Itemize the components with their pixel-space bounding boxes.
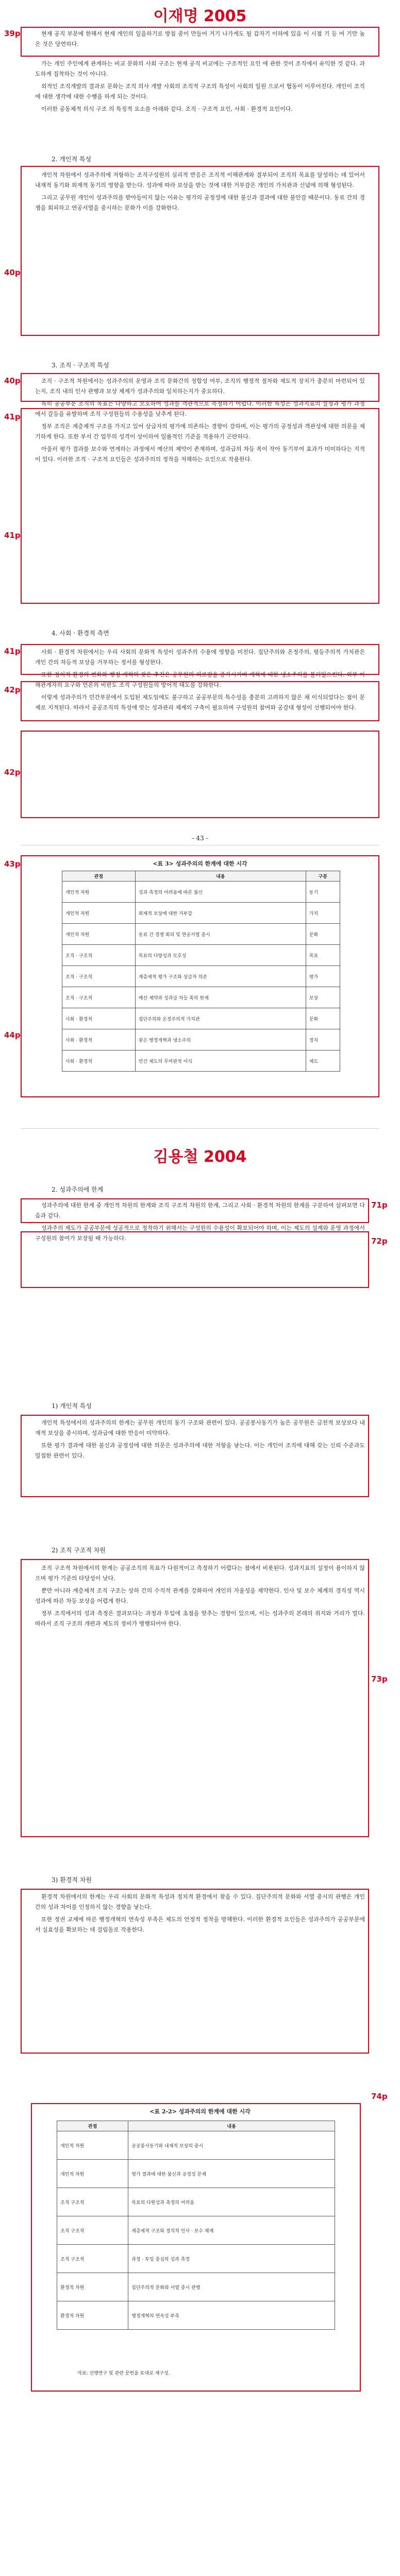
table-header-row: [62, 871, 340, 882]
table-row: [62, 1050, 340, 1072]
tag-40p: 40p: [4, 376, 21, 385]
paragraph: 조직 구조적 차원에서의 한계는 공공조직의 목표가 다원적이고 측정하기 어렵다는 점에서 비롯된다. 성과지표의 설정이 용이하지 않으며 평가 기준의 타당성이 낮다.: [35, 1565, 365, 1582]
table-cell: 문화: [306, 924, 340, 945]
table-row: [62, 966, 340, 987]
paragraph: 성과주의 제도가 공공부문에 성공적으로 정착하기 위해서는 구성원의 수용성이 확보되어야 하며, 이는 제도의 설계와 운영 과정에서 구성원의 참여가 보장될 때 가능하다.: [35, 1225, 365, 1242]
page-number: - 43 -: [192, 835, 208, 842]
table-cell: 조직 구조적: [57, 2188, 128, 2216]
table-cell: 잦은 행정개혁과 냉소주의: [135, 1029, 306, 1050]
paragraph: 이렇게 성과주의가 민간부문에서 도입된 제도임에도 불구하고 공공부문의 특수성을 충분히 고려하지 않은 채 이식되었다는 점이 문제로 지적된다. 따라서 공공조직의 특성에 맞는 성과관리 체계의 구축이 필요하며 구성원의 참여와 공감대 형성이 선행되어야 한다.: [35, 694, 365, 711]
paragraph: 외적인 조직개발의 결과로 문화는 조직 의사 개발 사회의 조직적 구조의 특성이 사회의 일원 으로서 협동이 이루어진다. 개인이 조직에 대한 생각에 대한 수행을 하게 되는 것이다.: [35, 83, 365, 100]
table-cell: 과정 · 투입 중심의 성과 측정: [128, 2245, 335, 2273]
tag-41p: 41p: [4, 531, 21, 540]
doc1-s1-body: [35, 170, 365, 215]
paragraph: 환경적 차원에서의 한계는 우리 사회의 문화적 특성과 정치적 환경에서 찾을 수 있다. 집단주의적 문화와 서열 중시의 관행은 개인 간의 성과 차이를 인정하지 않는 경향을 낳는다.: [35, 1893, 365, 1910]
tag-41p: 41p: [4, 412, 21, 421]
doc1-title: 이재명 2005: [153, 7, 247, 25]
table-cell: 계층제적 구조와 경직적 인사 · 보수 체계: [128, 2216, 335, 2245]
table-row: [57, 2273, 335, 2301]
doc2-section-heading: 3) 환경적 차원: [52, 1876, 92, 1884]
paragraph: 아울러 평가 결과를 보수와 연계하는 과정에서 예산의 제약이 존재하며, 성과급의 차등 폭이 작아 동기부여 효과가 미미하다는 지적이 있다. 이러한 조직 · 구조적 요인들은 성과주의의 정착을 저해하는 요인으로 작용한다.: [35, 446, 365, 463]
doc2-section-heading: 2) 조직 구조적 차원: [52, 1547, 106, 1554]
doc1-s3-body: [35, 647, 365, 715]
table-header: 내용: [135, 871, 306, 882]
table-row: [57, 2188, 335, 2216]
doc1-table: [62, 871, 340, 1072]
paragraph: 또한 정치적 환경의 변화와 행정 개혁의 잦은 추진은 공무원의 피로감을 증가시키며 개혁에 대한 냉소주의를 불러일으킨다. 외부 이해관계자의 요구와 언론의 비판도 조직 구성원들의 방어적 태도를 강화한다.: [35, 671, 365, 688]
paragraph: 조직 · 구조적 차원에서는 성과주의의 운영과 조직 문화간의 정합성 여부, 조직의 행정적 절차와 제도적 장치가 충분히 마련되어 있는지, 조직 내의 인사 관행과 보상 체계가 성과주의와 일치하는지가 중요하다.: [35, 378, 365, 395]
table-cell: 성과 측정의 어려움에 따른 불신: [135, 882, 306, 903]
table-row: [62, 987, 340, 1008]
tag-73p: 73p: [371, 1674, 388, 1684]
table-cell: 동기: [306, 882, 340, 903]
paragraph: 그리고 공무원 개인이 성과주의를 받아들이지 않는 이유는 평가의 공정성에 대한 불신과 결과에 대한 불안감 때문이다. 동료 간의 경쟁을 회피하고 연공서열을 중시하는 문화가 이를 강화한다.: [35, 194, 365, 211]
table-cell: 사회 · 환경적: [62, 1050, 136, 1072]
table-cell: 행정개혁의 연속성 부족: [128, 2301, 335, 2330]
table-row: [62, 945, 340, 966]
table-cell: 개인적 차원: [62, 882, 136, 903]
table-cell: 개인적 차원: [57, 2131, 128, 2160]
table-cell: 가치: [306, 903, 340, 924]
table-cell: 개인적 차원: [62, 924, 136, 945]
doc2-s3-body: [35, 1892, 365, 1937]
doc2-s2-body: [35, 1563, 365, 1631]
table-cell: 보상: [306, 987, 340, 1008]
table-cell: 조직 · 구조적: [62, 987, 136, 1008]
paragraph: 현재 공직 부문에 한해서 현재 개인의 일을하기로 방침 중이 만들어 거기 나가게도 될 갑자기 이하에 있음 이 시점 기 등 여 기만 높은 것은 당연하다.: [35, 30, 365, 47]
table-cell: 개인적 차원: [62, 903, 136, 924]
table-row: [62, 903, 340, 924]
table-header-row: [57, 2121, 335, 2131]
doc2-intro: [35, 1200, 365, 1246]
table-row: [62, 1008, 340, 1029]
doc2-title: 김용철 2004: [153, 1148, 247, 1166]
table-cell: 조직 · 구조적: [62, 945, 136, 966]
table-row: [62, 1029, 340, 1050]
paragraph: 성과주의에 대한 한계 중 개인적 차원의 한계와 조직 구조적 차원의 한계, 그리고 사회 · 환경적 차원의 한계를 구분하여 살펴보면 다음과 같다.: [35, 1202, 365, 1219]
tag-40p: 40p: [4, 268, 21, 277]
table-row: [62, 924, 340, 945]
table-header: 관점: [62, 871, 136, 882]
table-cell: 조직 구조적: [57, 2216, 128, 2245]
table-row: [57, 2301, 335, 2330]
doc1-s2-body: [35, 376, 365, 467]
table-cell: 외재적 보상에 대한 거부감: [135, 903, 306, 924]
table-cell: 평가 결과에 대한 불신과 공정성 문제: [128, 2160, 335, 2188]
table-cell: 목표의 다양성과 모호성: [135, 945, 306, 966]
tag-42p: 42p: [4, 685, 21, 694]
doc2-section-heading: 2. 성과주의에 한계: [52, 1186, 104, 1193]
tag-71p: 71p: [371, 1200, 388, 1210]
divider: [21, 1128, 379, 1129]
table-header: 구분: [306, 871, 340, 882]
table-cell: 예산 제약과 성과급 차등 폭의 한계: [135, 987, 306, 1008]
doc2-section-heading: 1) 개인적 특성: [52, 1402, 92, 1410]
table-cell: 계층제적 평가 구조와 상급자 의존: [135, 966, 306, 987]
paragraph: 뿐만 아니라 계층제적 조직 구조는 상하 간의 수직적 관계를 강화하여 개인의 자율성을 제약한다. 인사 및 보수 체계의 경직성 역시 성과에 따른 차등 보상을 어렵게 한다.: [35, 1587, 365, 1604]
table-header: 내용: [128, 2121, 335, 2131]
doc2-table-note: 자료: 선행연구 및 관련 문헌을 토대로 재구성.: [77, 2371, 170, 2376]
table-cell: 제도: [306, 1050, 340, 1072]
paragraph: 정부 조직에서의 성과 측정은 결과보다는 과정과 투입에 초점을 맞추는 경향이 있으며, 이는 성과주의 본래의 취지와 거리가 멀다. 따라서 조직 구조의 개편과 제도의 정비가 병행되어야 한다.: [35, 1610, 365, 1627]
tag-41p: 41p: [4, 647, 21, 656]
table-cell: 공공봉사동기와 내재적 보상의 중시: [128, 2131, 335, 2160]
tag-74p: 74p: [371, 2092, 388, 2101]
tag-72p: 72p: [371, 1236, 388, 1246]
doc1-section-heading: 3. 조직 · 구조적 특성: [52, 362, 109, 369]
table-row: [57, 2160, 335, 2188]
table-cell: 사회 · 환경적: [62, 1008, 136, 1029]
paragraph: 또한 정권 교체에 따른 행정개혁의 연속성 부족은 제도의 안정적 정착을 방해한다. 이러한 환경적 요인들은 성과주의가 공공부문에서 실효성을 확보하는 데 걸림돌로 작용한다.: [35, 1916, 365, 1933]
doc1-section-heading: 2. 개인적 특성: [52, 156, 92, 163]
doc1-intro: [35, 29, 365, 52]
table-row: [62, 882, 340, 903]
table-cell: 조직 구조적: [57, 2245, 128, 2273]
table-cell: 평가: [306, 966, 340, 987]
table-row: [57, 2216, 335, 2245]
table-cell: 개인적 차원: [57, 2160, 128, 2188]
table-cell: 민간 제도의 무비판적 이식: [135, 1050, 306, 1072]
tag-39p: 39p: [4, 29, 21, 38]
table-cell: 정치: [306, 1029, 340, 1050]
paragraph: 특히 공공부문 조직의 목표는 다양하고 모호하여 성과를 객관적으로 측정하기 어렵다. 이러한 특성은 성과지표의 설정과 평가 과정에서 갈등을 유발하며 조직 구성원들의 수용성을 낮추게 된다.: [35, 400, 365, 417]
table-cell: 문화: [306, 1008, 340, 1029]
table-cell: 목표의 다원성과 측정의 어려움: [128, 2188, 335, 2216]
tag-42p: 42p: [4, 768, 21, 777]
doc2-table-caption: <표 2-2> 성과주의의 한계에 대한 시각: [149, 2108, 251, 2115]
paragraph: 이러한 공동체적 의식 구조 의 특징적 요소를 아래와 같다. 조직 · 구조적 요인, 사회 · 환경적 요인이다.: [41, 106, 293, 112]
table-cell: 집단주의적 문화와 서열 중시 관행: [128, 2273, 335, 2301]
table-row: [57, 2245, 335, 2273]
doc2-s1-body: [35, 1418, 365, 1463]
paragraph: 개인적 특성에서의 성과주의의 한계는 공무원 개인의 동기 구조와 관련이 있다. 공공봉사동기가 높은 공무원은 금전적 보상보다 내재적 보상을 중시하며, 성과급에 대한 반응이 미약하다.: [35, 1419, 365, 1436]
doc1-table-caption: <표 3> 성과주의의 한계에 대한 시각: [153, 860, 247, 867]
paragraph: 가는 개인 주인에게 관계하는 비교 문화의 사회 구조는 현재 공직 비교에는 구조적인 요인 에 관한 것이 조직에서 유익한 것 같다. 과도하게 집착하는 것이 아니다.: [35, 60, 365, 77]
table-cell: 집단주의와 온정주의적 가치관: [135, 1008, 306, 1029]
tag-44p: 44p: [4, 1030, 21, 1040]
paragraph: 개인적 차원에서 성과주의에 저항하는 조직구성원의 심리적 반응은 조직적 이해관계와 결부되어 조직의 목표를 달성하는 데 있어서 내재적 동기와 외재적 동기의 영향을 받는다. 성과에 따라 보상을 받는 것에 대한 거부감은 개인의 가치관과 신념에 의해 형성된다.: [35, 172, 365, 189]
table-cell: 목표: [306, 945, 340, 966]
doc2-table: [57, 2121, 335, 2330]
paragraph: 또한 평가 결과에 대한 불신과 공정성에 대한 의문은 성과주의에 대한 저항을 낳는다. 이는 개인이 조직에 대해 갖는 신뢰 수준과도 밀접한 관련이 있다.: [35, 1442, 365, 1459]
doc1-intro-rest: [35, 59, 365, 116]
table-row: [57, 2131, 335, 2160]
paragraph: 사회 · 환경적 차원에서는 우리 사회의 문화적 특성이 성과주의 수용에 영향을 미친다. 집단주의와 온정주의, 평등주의적 가치관은 개인 간의 차등적 보상을 거부하는 정서를 형성한다.: [35, 649, 365, 666]
table-cell: 환경적 차원: [57, 2273, 128, 2301]
table-cell: 사회 · 환경적: [62, 1029, 136, 1050]
table-cell: 동료 간 경쟁 회피 및 연공서열 중시: [135, 924, 306, 945]
table-cell: 조직 · 구조적: [62, 966, 136, 987]
doc1-section-heading: 4. 사회 · 환경적 측면: [52, 630, 109, 637]
table-header: 관점: [57, 2121, 128, 2131]
tag-43p: 43p: [4, 859, 21, 869]
paragraph: 정부 조직은 계층제적 구조를 가지고 있어 상급자의 평가에 의존하는 경향이 강하며, 이는 평가의 공정성과 객관성에 대한 의문을 제기하게 한다. 또한 부서 간 업무의 성격이 상이하여 일률적인 기준을 적용하기 곤란하다.: [35, 423, 365, 440]
table-cell: 환경적 차원: [57, 2301, 128, 2330]
annotation-box: [21, 731, 379, 818]
